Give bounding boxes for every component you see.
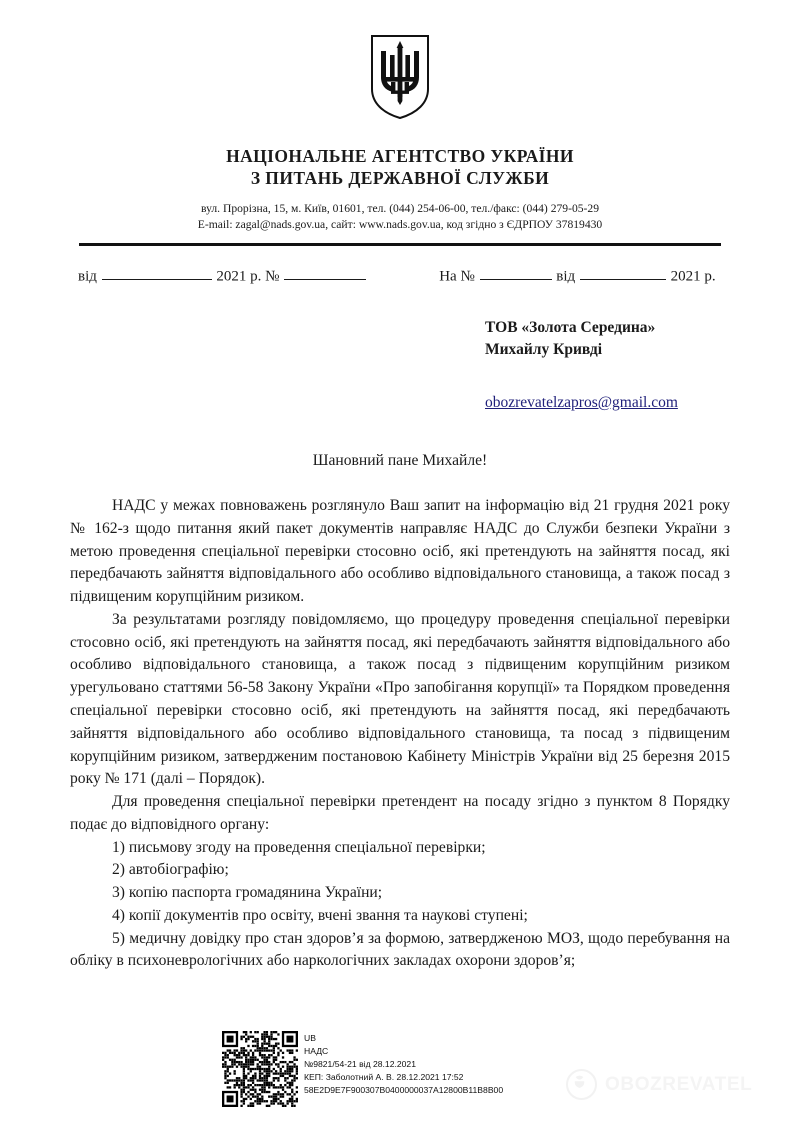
- org-title-line-2: З ПИТАНЬ ДЕРЖАВНОЇ СЛУЖБИ: [250, 167, 550, 188]
- addressee-organization: ТОВ «Золота Середина»: [485, 318, 656, 336]
- incoming-number-blank[interactable]: [480, 265, 552, 280]
- signature-line-5: 58E2D9E7F900307B0400000037A12800B11B8B00: [304, 1085, 504, 1096]
- incoming-reference: [439, 265, 715, 285]
- addressee-block: [0, 317, 800, 414]
- signature-line-3: №9821/54-21 від 28.12.2021: [304, 1059, 416, 1070]
- obozrevatel-logo-icon: [566, 1069, 597, 1100]
- outgoing-number-blank[interactable]: [284, 265, 366, 280]
- contact-address-line: вул. Прорізна, 15, м. Київ, 01601, тел. (044) 254-06-00, тел./факс: (044) 279-05-29: [201, 201, 599, 215]
- addressee-person: Михайлу Кривді: [485, 341, 603, 359]
- list-item: 4) копії документів про освіту, вчені звання та наукові ступені;: [112, 906, 528, 924]
- emblem-container: [0, 0, 800, 126]
- list-item: 1) письмову згоду на проведення спеціальної перевірки;: [112, 838, 486, 856]
- addressee-email-row: [485, 392, 800, 414]
- contact-details: [0, 201, 800, 234]
- list-item: 2) автобіографію;: [112, 861, 229, 879]
- list-item: 5) медичну довідку про стан здоров’я за формою, затвердженою МОЗ, щодо перебування на обліку в психоневрологічних або наркологічних закладах охорони здоров’я;: [70, 929, 730, 970]
- reference-line: [70, 265, 730, 285]
- letterhead-divider: [79, 243, 721, 246]
- signature-line-1: UB: [304, 1033, 316, 1043]
- ukraine-coat-of-arms-icon: [369, 33, 431, 121]
- digital-signature-block: [222, 1031, 503, 1107]
- org-title-line-1: НАЦІОНАЛЬНЕ АГЕНТСТВО УКРАЇНИ: [226, 146, 574, 166]
- outgoing-number-label: №: [265, 267, 280, 284]
- letter-body: [70, 414, 730, 973]
- addressee-email-link[interactable]: obozrevatelzapros@gmail.com: [485, 393, 678, 411]
- outgoing-year: 2021 р.: [216, 267, 262, 284]
- signature-line-2: НАДС: [304, 1046, 329, 1057]
- qr-code-icon: [222, 1031, 298, 1107]
- salutation: Шановний пане Михайле!: [312, 452, 488, 470]
- incoming-year: 2021 р.: [670, 267, 716, 284]
- body-paragraph: Для проведення спеціальної перевірки претендент на посаду згідно з пунктом 8 Порядку подає до відповідного органу:: [70, 793, 730, 833]
- outgoing-date-blank[interactable]: [102, 265, 212, 280]
- organization-title: [0, 146, 800, 190]
- obozrevatel-watermark: [566, 1069, 752, 1100]
- list-item: 3) копію паспорта громадянина України;: [112, 884, 383, 902]
- outgoing-reference: [78, 265, 367, 285]
- incoming-number-label: На №: [439, 267, 475, 284]
- incoming-from-label: від: [556, 267, 576, 284]
- contact-email-line: E-mail: zagal@nads.gov.ua, сайт: www.nads.gov.ua, код згідно з ЄДРПОУ 37819430: [197, 218, 603, 232]
- body-paragraph: За результатами розгляду повідомляємо, що процедуру проведення спеціальної перевірки стосовно осіб, які претендують на зайняття посад, які передбачають зайняття відповідального або особливо відповідального становища, а також посад з підвищеним корупційним ризиком урегульовано статтями 56-58 Закону України «Про запобігання корупції» та Порядком проведення спеціальної перевірки стосовно осіб, які претендують на зайняття посад, які передбачають зайняття відповідального або особливо відповідального становища, та посад з підвищеним корупційним ризиком, затвердженим постановою Кабінету Міністрів України від 25 березня 2015 року № 171 (далі – Порядок).: [70, 610, 730, 788]
- incoming-date-blank[interactable]: [580, 265, 666, 280]
- signature-line-4: КЕП: Заболотний А. В. 28.12.2021 17:52: [304, 1072, 464, 1083]
- obozrevatel-watermark-text: OBOZREVATEL: [605, 1073, 753, 1095]
- body-paragraph: НАДС у межах повноважень розглянуло Ваш запит на інформацію від 21 грудня 2021 року № 162-з щодо питання який пакет документів направляє НАДС до Служби безпеки України з метою проведення спеціальної перевірки стосовно осіб, які претендують на зайняття посад, які передбачають зайняття відповідального або особливо відповідального становища, а також посад з підвищеним корупційним ризиком.: [70, 497, 730, 606]
- signature-details: [304, 1031, 503, 1097]
- outgoing-from-label: від: [78, 267, 97, 284]
